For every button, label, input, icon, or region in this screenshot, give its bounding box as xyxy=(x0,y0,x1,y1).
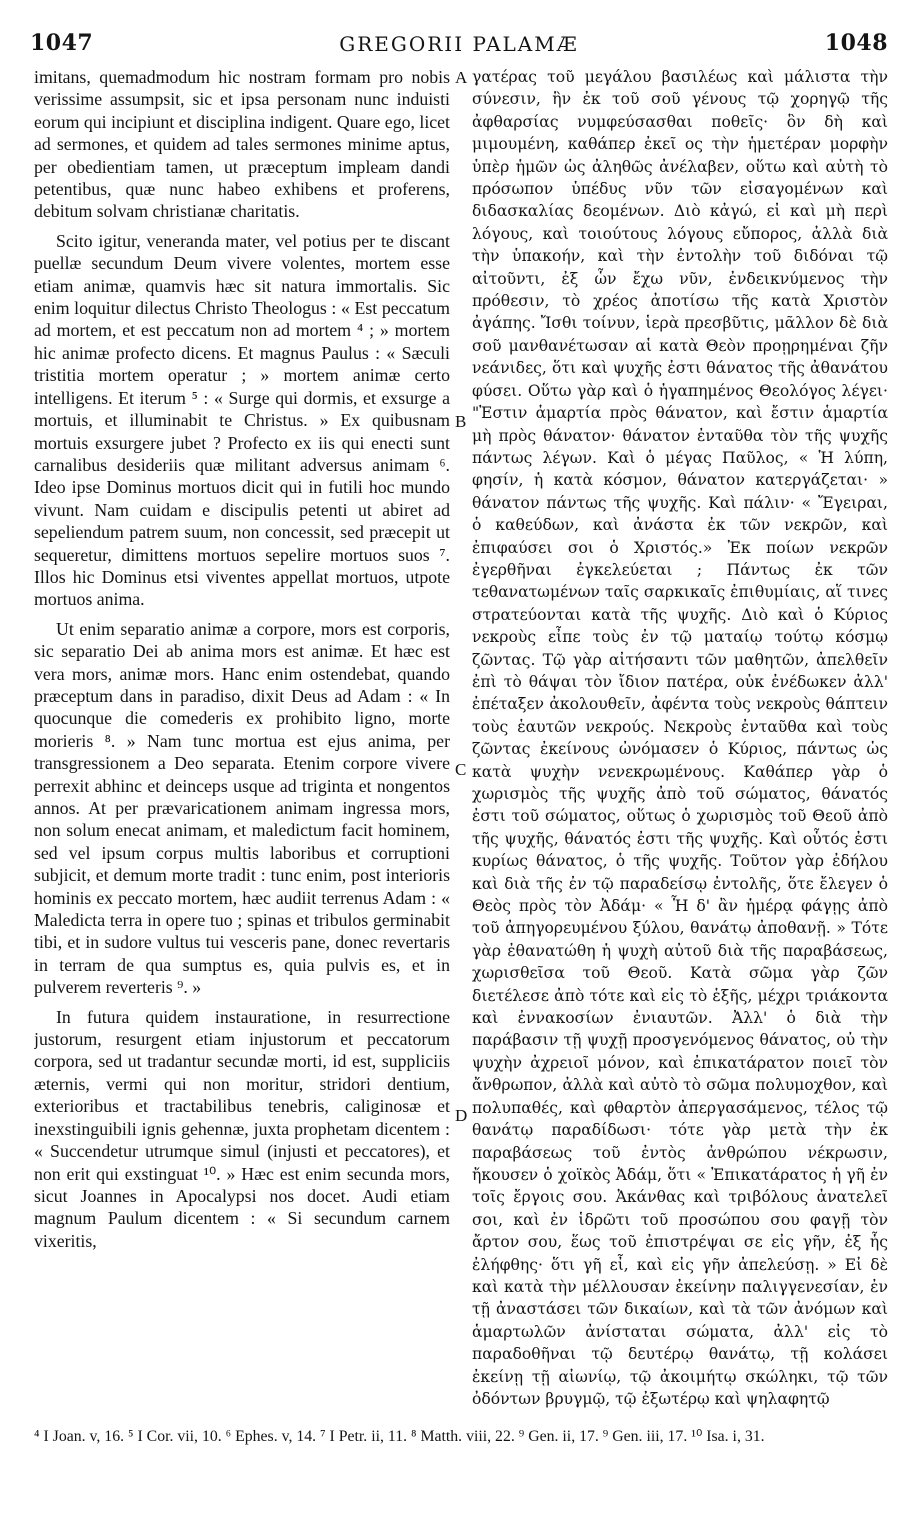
latin-paragraph: Scito igitur, veneranda mater, vel potius per te discant puellæ secundum Deum vivere volentes, mortem esse etiam animæ, quamvis hæc sit natura immortalis. Sic enim loquitur dilectus Christo Theologus : « Est peccatum ad mortem, et est peccatum non ad mortem ⁴ ; » mortem hic animæ profecto dicens. Et magnus Paulus : « Sæculi tristitia mortem operatur ; » mortem animæ certo intelligens. Et iterum ⁵ : « Surge qui dormis, et exsurge a mortuis, et illuminabit te Christus. » Ex quibusnam mortuis exsurgere jubet ? Profecto ex iis qui enecti sunt carnalibus desideriis quæ militant adversus animam ⁶. Ideo ipse Dominus mortuos dicit qui in futili hoc mundo vivunt. Nam cuidam e discipulis petenti ut abiret ad sepeliendum patrem suum, non concessit, sed præcepit ut sequeretur, dimittens mortuos sepelire mortuos suos ⁷. Illos hic Dominus etsi viventes appellat mortuos, utpote mortuos anima. xyxy=(34,230,450,610)
greek-text: γατέρας τοῦ μεγάλου βασιλέως καὶ μάλιστα τὴν σύνεσιν, ἣν ἐκ τοῦ σοῦ γένους τῷ χορηγῷ τῆς ἀφθαρσίας νυμφεύσασθαι ποθεῖς· ὃν δὴ καὶ μιμουμένη, καθάπερ ἐκεῖ ος τὴν ἡμετέραν μορφὴν ὑπὲρ ἡμῶν ὡς ἀληθῶς ἀνέλαβεν, οὕτω καὶ αὐτὴ τὸ πρόσωπον ὑπέδυς νῦν τῶν εἰσαγομένων καὶ διδασκαλίας δεομένων. Διὸ κἀγώ, εἰ καὶ μὴ περὶ λόγους, καὶ τοιούτους λόγους εὔπορος, ἀλλὰ διὰ τὴν ὑπακοήν, καὶ τὴν ἐντολὴν τοῦ διδόναι τῷ αἰτοῦντι, ἐξ ὧν ἔχω νῦν, ἐνδεικνύμενος τὴν πρόθεσιν, τὸ χρέος ἀποτίσω τῆς κατὰ Χριστὸν ἀγάπης. Ἴσθι τοίνυν, ἱερὰ πρεσβῦτις, μᾶλλον δὲ διὰ σοῦ μανθανέτωσαν αἱ κατὰ Θεὸν προῃρημέναι ζῆν νεάνιδες, ὅτι καὶ ψυχῆς ἐστι θάνατος τῆς ἀθανάτου φύσει. Οὕτω γὰρ καὶ ὁ ἠγαπημένος Θεολόγος λέγει· "Ἐστιν ἁμαρτία πρὸς θάνατον, καὶ ἔστιν ἁμαρτία μὴ πρὸς θάνατον· θάνατον ἐνταῦθα τὸν τῆς ψυχῆς πάντως λέγων. Καὶ ὁ μέγας Παῦλος, « Ἡ λύπη, φησίν, ἡ κατὰ κόσμον, θάνατον κατεργάζεται· » θάνατον πάντως τῆς ψυχῆς. Καὶ πάλιν· « Ἔγειραι, ὁ καθεύδων, καὶ ἀνάστα ἐκ τῶν νεκρῶν, καὶ ἐπιφαύσει σοι ὁ Χριστός.» Ἐκ ποίων νεκρῶν ἐγερθῆναι ἐγκελεύεται ; Πάντως ἐκ τῶν τεθανατωμένων ταῖς σαρκικαῖς ἐπιθυμίαις, αἵ τινες στρατεύονται κατὰ τῆς ψυχῆς. Διὸ καὶ ὁ Κύριος νεκροὺς εἶπε τοὺς ἐν τῷ ματαίῳ τούτῳ κόσμῳ ζῶντας. Τῷ γὰρ αἰτήσαντι τῶν μαθητῶν, ἀπελθεῖν ἐπὶ τὸ θάψαι τὸν ἴδιον πατέρα, οὐκ ἐνέδωκεν ἀλλ' ἐπέταξεν ἀκολουθεῖν, ἀφέντα τοὺς νεκροὺς θάπτειν τοὺς ἑαυτῶν νεκρούς. Νεκροὺς ἐνταῦθα καὶ τοὺς ζῶντας ἐκείνους ὠνόμασεν ὁ Κύριος, πάντως ὡς κατὰ ψυχὴν νενεκρωμένους. Καθάπερ γὰρ ὁ χωρισμὸς τῆς ψυχῆς ἀπὸ τοῦ σώματος, θάνατός ἐστι τοῦ σώματος, οὕτως ὁ χωρισμὸς τοῦ Θεοῦ ἀπὸ τῆς ψυχῆς, θάνατός ἐστι τῆς ψυχῆς. Καὶ οὗτός ἐστι κυρίως θάνατος, ὁ τῆς ψυχῆς. Τοῦτον γὰρ ἐδήλου καὶ διὰ τῆς ἐν τῷ παραδείσῳ ἐντολῆς, ὅτε ἔλεγεν ὁ Θεὸς πρὸς τὸν Ἀδάμ· « Ἧ δ' ἂν ἡμέρᾳ φάγῃς ἀπὸ τοῦ ἀπηγορευμένου ξύλου, θανάτῳ ἀποθανῇ. » Τότε γὰρ ἐθανατώθη ἡ ψυχὴ αὐτοῦ διὰ τῆς παραβάσεως, χωρισθεῖσα τοῦ Θεοῦ. Κατὰ σῶμα γὰρ ζῶν διετέλεσε ἀπὸ τότε καὶ εἰς τὸ ἑξῆς, μέχρι τριάκοντα καὶ ἐννακοσίων ἐνιαυτῶν. Ἀλλ' ὁ διὰ τὴν παράβασιν τῇ ψυχῇ προσγενόμενος θάνατος, οὐ τὴν ψυχὴν ἀχρειοῖ μόνον, καὶ ἐπικατάρατον ποιεῖ τὸν ἄνθρωπον, ἀλλὰ καὶ αὐτὸ τὸ σῶμα πολυμοχθον, καὶ πολυπαθές, καὶ φθαρτὸν ἀπεργασάμενος, τέλος τῷ θανάτῳ παραδίδωσι· τότε γὰρ μετὰ τὴν ἐκ παραβάσεως τοῦ ἐντὸς ἀνθρώπου νέκρωσιν, ἤκουσεν ὁ χοϊκὸς Ἀδάμ, ὅτι « Ἐπικατάρατος ἡ γῆ ἐν τοῖς ἔργοις σου. Ἀκάνθας καὶ τριβόλους ἀνατελεῖ σοι, καὶ ἐν ἱδρῶτι τοῦ προσώπου σου φαγῇ τὸν ἄρτον σου, ἕως τοῦ ἐπιστρέψαι σε εἰς γῆν, ἐξ ἧς ἐλήφθης· ὅτι γῆ εἶ, καὶ εἰς γῆν ἀπελεύσῃ. » Εἰ δὲ καὶ κατὰ τὴν μέλλουσαν ἐκείνην παλιγγενεσίαν, ἐν τῇ ἀναστάσει τῶν δικαίων, καὶ τὰ τῶν ἀνόμων καὶ ἁμαρτωλῶν ἀνίσταται σώματα, ἀλλ' εἰς τὸ παραδοθῆναι τῷ δευτέρῳ θανάτῳ, τῇ κολάσει ἐκείνῃ τῇ αἰωνίῳ, τῷ ἀκοιμήτῳ σκώληκι, τῷ τῶν ὀδόντων βρυγμῷ, τῷ ἐξωτέρῳ καὶ ψηλαφητῷ xyxy=(472,68,888,1408)
running-title: GREGORII PALAMÆ xyxy=(339,32,579,56)
latin-column xyxy=(34,66,450,1418)
section-marker-c: C xyxy=(455,760,467,779)
left-column-number: 1047 xyxy=(30,30,94,56)
section-marker-a: A xyxy=(455,68,468,87)
section-marker-d: D xyxy=(455,1106,468,1125)
latin-paragraph: Ut enim separatio animæ a corpore, mors est corporis, sic separatio Dei ab anima mors est animæ. Et hæc est vera mors, animæ mors. Hanc enim ostendebat, quando præceptum dans in paradiso, dixit Deus ad Adam : « In quocunque die comederis ex prohibito ligno, morte morieris ⁸. » Nam tunc mortua est ejus anima, per transgressionem a Deo separata. Etenim corpore vivere perrexit abhinc et deinceps usque ad triginta et nongentos annos. At per prævaricationem animam ingressa mors, non solum enecat animam, et maledictum facit hominem, sed vel ipsum corpus multis laboribus et corruptioni subjicit, et demum morte tradit : tunc enim, post interioris hominis ex peccato mortem, hæc audiit terrenus Adam : « Maledicta terra in opere tuo ; spinas et tribulos germinabit tibi, et in sudore vultus tui vesceris pane, donec revertaris in terram de qua sumptus es, quia pulvis es, et in pulverem reverteris ⁹. » xyxy=(34,618,450,998)
section-marker-b: B xyxy=(455,412,467,431)
right-column-number: 1048 xyxy=(824,30,888,56)
latin-paragraph: imitans, quemadmodum hic nostram formam pro nobis verissime assumpsit, sic et ipsa personam nunc induisti eorum qui incipiunt et disciplina indigent. Quare ego, licet ad sermones, et quidem ad tales sermones minime aptus, per obedientiam tamen, ut præceptum impleam dandi petentibus, quæ nunc habeo exhibens et proferens, debitum solvam christianæ charitatis. xyxy=(34,67,450,222)
footnotes: ⁴ I Joan. v, 16. ⁵ I Cor. vii, 10. ⁶ Ephes. v, 14. ⁷ I Petr. ii, 11. ⁸ Matth. viii, 22. ⁹ Gen. ii, 17. ⁹ Gen. iii, 17. ¹⁰ Isa. i, 31. xyxy=(34,1428,765,1445)
latin-paragraph: In futura quidem instauratione, in resurrectione justorum, resurgent etiam injustorum et peccatorum corpora, sed ut tradantur secundæ morti, id est, suppliciis æternis, vermi qui non moritur, stridori dentium, exterioribus et tractabilibus tenebris, caliginosæ et inexstinguibili ignis gehennæ, juxta prophetam dicentem : « Succendetur utrumque simul (injusti et peccatores), et non erit qui exstinguat ¹⁰. » Hæc est enim secunda mors, sicut Joannes in Apocalypsi nos docet. Audi etiam magnum Paulum dicentem : « Si secundum carnem vixeritis, xyxy=(34,1006,450,1251)
page-header xyxy=(30,30,888,60)
greek-column xyxy=(472,66,888,1418)
